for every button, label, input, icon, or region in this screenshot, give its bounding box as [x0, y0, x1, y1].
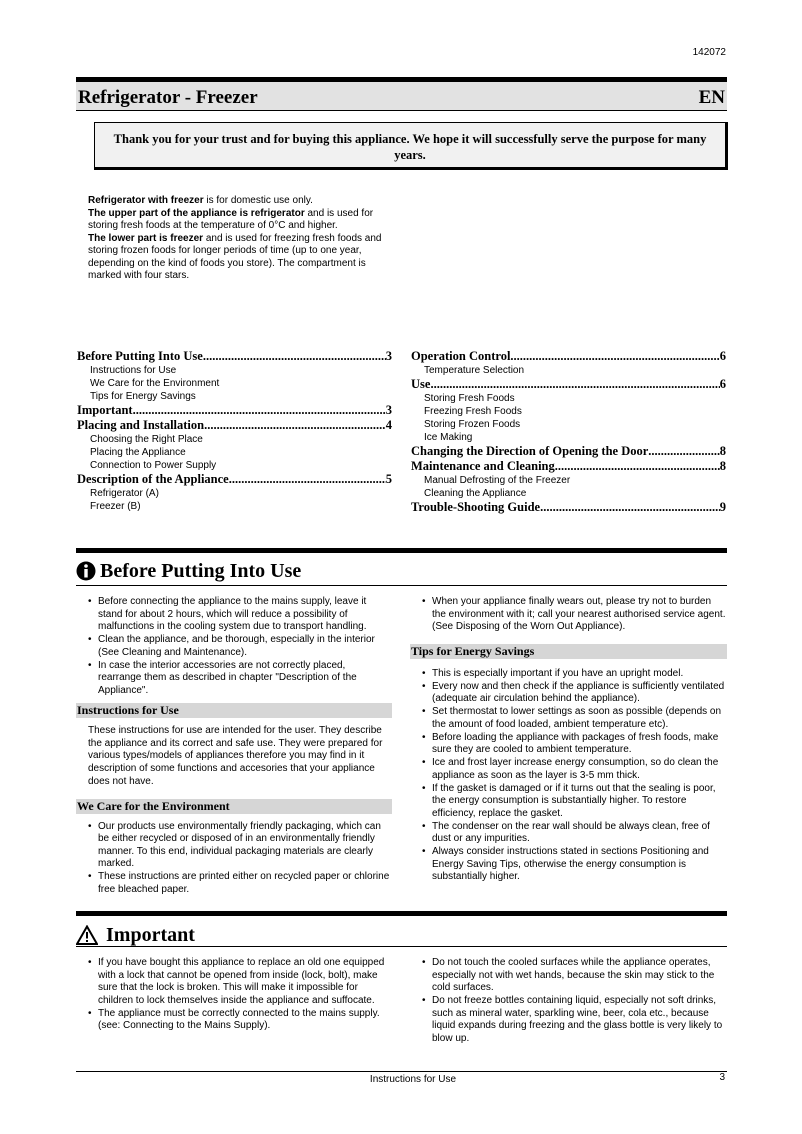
toc-entry-label: Changing the Direction of Opening the Door — [411, 444, 649, 458]
important-list-left — [88, 957, 392, 1033]
intro-rest: and is used for storing fresh foods at the temperature of 0°C and higher. — [88, 207, 374, 231]
toc-leader-dots — [648, 444, 719, 459]
toc-leader-dots — [203, 349, 386, 364]
toc-leader-dots — [555, 459, 720, 474]
toc-entry[interactable] — [77, 418, 392, 433]
toc-entry[interactable] — [77, 403, 392, 418]
list-item: • Our products use environmentally friendly packaging, which can be either recycled or disposed of in an environmentally friendly manner. To this end, individual packaging materials are clearly marked. — [88, 821, 391, 871]
toc-entry[interactable] — [411, 459, 726, 474]
toc-entry-page: 9 — [719, 500, 726, 514]
page-title: Refrigerator - Freezer — [78, 87, 258, 108]
toc-entry[interactable] — [411, 349, 726, 364]
toc-subentry[interactable]: Tips for Energy Savings — [90, 391, 196, 402]
toc-subentry[interactable]: Storing Frozen Foods — [424, 419, 521, 430]
list-item: • Always consider instructions stated in sections Positioning and Energy Saving Tips, otherwise the energy consumption is substantially higher. — [422, 846, 727, 884]
toc-subentry[interactable]: Ice Making — [424, 432, 473, 443]
list-item: • Before loading the appliance with packages of fresh foods, make sure they are cooled to ambient temperature. — [422, 732, 727, 757]
language-code: EN — [698, 87, 725, 108]
list-item: • Do not freeze bottles containing liquid, especially not soft drinks, such as mineral water, sparkling wine, beer, cola etc., because liquid expands during freezing and the glass bottle is very likely to blow up. — [422, 995, 727, 1045]
list-item: • Clean the appliance, and be thorough, especially in the interior (See Cleaning and Maintenance). — [88, 634, 391, 659]
instructions-subheading: Instructions for Use — [76, 703, 392, 718]
list-item: • Set thermostat to lower settings as soon as possible (depends on the amount of food loaded, ambient temperature etc). — [422, 706, 727, 731]
thanks-box: Thank you for your trust and for buying this appliance. We hope it will successfully serve the purpose for many years. — [94, 122, 728, 170]
warning-icon — [76, 925, 98, 950]
intro-text — [88, 195, 388, 283]
toc-subentry[interactable]: Instructions for Use — [90, 365, 177, 376]
intro-bold: The upper part of the appliance is refrigerator — [88, 207, 305, 219]
list-item: • If the gasket is damaged or if it turns out that the sealing is poor, the energy consumption is substantially higher. To restore efficiency, replace the gasket. — [422, 783, 727, 821]
toc-entry-label: Use — [411, 377, 431, 391]
toc-subentry[interactable]: We Care for the Environment — [90, 378, 220, 389]
intro-paragraph-1 — [88, 195, 388, 208]
before-use-list — [76, 596, 391, 697]
toc-entry-page: 4 — [385, 418, 392, 432]
toc-entry[interactable] — [77, 472, 392, 487]
worn-out-list — [410, 596, 727, 634]
list-item: • This is especially important if you have an upright model. — [422, 668, 727, 681]
toc-entry-label: Description of the Appliance — [77, 472, 229, 486]
section-title: Before Putting Into Use — [100, 560, 302, 582]
list-item: • In case the interior accessories are not correctly placed, rearrange them as described in chapter "Description of the Appliance". — [88, 660, 391, 698]
toc-subentry[interactable]: Manual Defrosting of the Freezer — [424, 475, 571, 486]
section-title: Important — [106, 924, 195, 946]
toc-leader-dots — [540, 500, 720, 515]
toc-subentry[interactable]: Choosing the Right Place — [90, 434, 203, 445]
toc-subentry[interactable]: Connection to Power Supply — [90, 460, 217, 471]
important-list-right — [422, 957, 727, 1045]
toc-leader-dots — [430, 377, 719, 392]
toc-entry-page: 3 — [385, 349, 392, 363]
toc-entry-page: 5 — [385, 472, 392, 486]
list-item: • These instructions are printed either on recycled paper or chlorine free bleached paper. — [88, 871, 391, 896]
toc-leader-dots — [510, 349, 719, 364]
list-item: • Before connecting the appliance to the mains supply, leave it stand for about 2 hours, which will reduce a possibility of malfunctions in the cooling system due to transport handling. — [88, 596, 391, 634]
list-item: • If you have bought this appliance to replace an old one equipped with a lock that cannot be opened from inside (lock, bolt), make sure that the lock is broken. This will make it impossible for children to lock themselves inside the appliance and suffocate. — [88, 957, 392, 1007]
toc-subentry[interactable]: Freezing Fresh Foods — [424, 406, 522, 417]
section1-right-column — [410, 596, 727, 884]
intro-paragraph-2 — [88, 208, 388, 233]
toc-entry-page: 8 — [719, 444, 726, 458]
toc-entry-page: 6 — [719, 349, 726, 363]
toc-entry-label: Placing and Installation — [77, 418, 205, 432]
environment-subheading: We Care for the Environment — [76, 799, 392, 814]
toc-leader-dots — [133, 403, 386, 418]
toc-entry-label: Before Putting Into Use — [77, 349, 203, 363]
document-number: 142072 — [692, 47, 726, 58]
instructions-text: These instructions for use are intended for the user. They describe the appliance and its correct and safe use. They were prepared for various types/models of appliances therefore you may find in it description of some functions and accesories that your appliance does not have. — [88, 725, 383, 787]
list-item: • Every now and then check if the appliance is sufficiently ventilated (adequate air circulation behind the appliance). — [422, 681, 727, 706]
section-header-important — [76, 911, 727, 947]
page-number: 3 — [719, 1072, 725, 1083]
intro-rest: and is used for freezing fresh foods and storing frozen foods for longer periods of time (up to one year, depending on the kind of foods you store). The compartment is marked with four stars. — [88, 232, 382, 281]
toc-subentry[interactable]: Cleaning the Appliance — [424, 488, 527, 499]
intro-paragraph-3 — [88, 233, 388, 283]
toc-entry[interactable] — [411, 500, 726, 515]
toc-subentry[interactable]: Placing the Appliance — [90, 447, 186, 458]
list-item: • When your appliance finally wears out, please try not to burden the environment with it; call your nearest authorised service agent. (See Disposing of the Worn Out Appliance). — [422, 596, 727, 634]
tips-list — [410, 668, 727, 884]
toc-entry[interactable] — [77, 349, 392, 364]
section-header-before-use — [76, 548, 727, 586]
toc-subentry[interactable]: Storing Fresh Foods — [424, 393, 515, 404]
toc-entry-label: Important — [77, 403, 133, 417]
list-item: • Ice and frost layer increase energy consumption, so do clean the appliance as soon as the layer is 3-5 mm thick. — [422, 757, 727, 782]
list-item: • The appliance must be correctly connected to the mains supply. (see: Connecting to the Mains Supply). — [88, 1008, 392, 1033]
toc-subentry[interactable]: Refrigerator (A) — [90, 488, 159, 499]
toc-entry-label: Trouble-Shooting Guide — [411, 500, 541, 514]
tips-subheading: Tips for Energy Savings — [410, 644, 727, 659]
list-item: • The condenser on the rear wall should be always clean, free of dust or any impurities. — [422, 821, 727, 846]
toc-subentry[interactable]: Temperature Selection — [424, 365, 525, 376]
toc-right — [411, 349, 726, 515]
toc-entry-label: Maintenance and Cleaning — [411, 459, 555, 473]
toc-left — [77, 349, 392, 513]
toc-entry-page: 8 — [719, 459, 726, 473]
section2-right-column — [422, 957, 727, 1046]
toc-leader-dots — [229, 472, 386, 487]
toc-entry-label: Operation Control — [411, 349, 511, 363]
toc-entry-page: 6 — [719, 377, 726, 391]
environment-list — [76, 821, 391, 897]
toc-entry[interactable] — [411, 444, 726, 459]
list-item: • Do not touch the cooled surfaces while the appliance operates, especially not with wet hands, because the skin may stick to the cold surfaces. — [422, 957, 727, 995]
section2-left-column — [88, 957, 392, 1033]
section1-left-column — [76, 596, 392, 897]
title-band — [76, 77, 727, 111]
toc-leader-dots — [204, 418, 386, 433]
intro-rest: is for domestic use only. — [203, 195, 313, 206]
toc-entry[interactable] — [411, 377, 726, 392]
toc-subentry[interactable]: Freezer (B) — [90, 501, 141, 512]
toc-entry-page: 3 — [385, 403, 392, 417]
info-icon — [76, 561, 96, 586]
footer-text: Instructions for Use — [369, 1074, 457, 1085]
intro-bold: The lower part is freezer — [88, 232, 204, 244]
intro-bold: Refrigerator with freezer — [88, 195, 204, 206]
